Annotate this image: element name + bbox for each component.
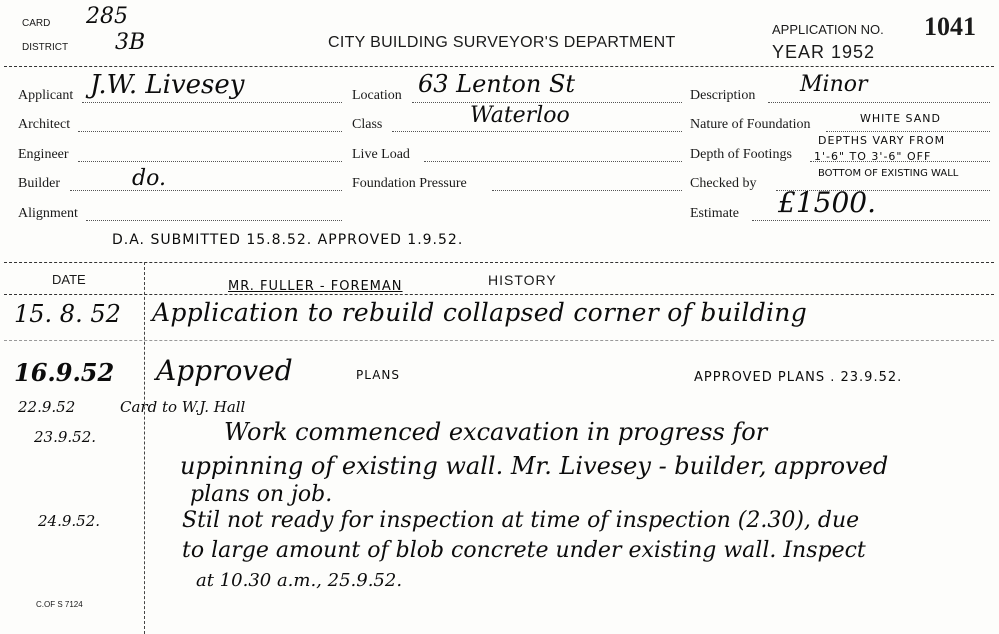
- history-entry: Card to W.J. Hall: [120, 398, 246, 416]
- date-column-rule: [144, 262, 145, 634]
- history-entry-extra: PLANS: [356, 368, 400, 382]
- engineer-label: Engineer: [18, 147, 69, 162]
- year-label: YEAR 1952: [772, 42, 876, 62]
- nature-of-foundation-label: Nature of Foundation: [690, 117, 811, 132]
- date-column-header: DATE: [52, 272, 86, 287]
- class-label: Class: [352, 117, 383, 132]
- location-label: Location: [352, 88, 402, 103]
- history-entry-line: uppinning of existing wall. Mr. Livesey - builder, approved: [180, 452, 889, 480]
- history-entry-line: at 10.30 a.m., 25.9.52.: [196, 570, 403, 591]
- applicant-label: Applicant: [18, 88, 74, 103]
- header-rule: [4, 66, 994, 67]
- history-date: 23.9.52.: [34, 428, 97, 446]
- card-number: 285: [86, 4, 128, 29]
- description-label: Description: [690, 88, 756, 103]
- footer-code: C.OF S 7124: [36, 600, 83, 609]
- history-entry-line: Stil not ready for inspection at time of inspection (2.30), due: [182, 508, 860, 533]
- alignment-label: Alignment: [18, 206, 78, 221]
- live-load-label: Live Load: [352, 147, 410, 162]
- history-entry-line: Work commenced excavation in progress for: [224, 418, 768, 446]
- builder-label: Builder: [18, 176, 60, 191]
- history-entry: Application to rebuild collapsed corner of building: [152, 298, 808, 327]
- estimate-label: Estimate: [690, 206, 739, 221]
- depth-value-line1: DEPTHS VARY FROM: [818, 134, 946, 147]
- depth-value-line2: 1'-6" TO 3'-6" OFF: [814, 150, 932, 163]
- card-label: CARD: [22, 18, 51, 29]
- district-label: DISTRICT: [22, 42, 69, 53]
- depth-value-line3: BOTTOM OF EXISTING WALL: [818, 168, 959, 179]
- application-label: APPLICATION NO.: [772, 22, 884, 37]
- history-header-rule: [4, 294, 994, 295]
- history-entry-approved-plans: APPROVED PLANS . 23.9.52.: [694, 370, 903, 385]
- history-top-rule: [4, 262, 994, 263]
- da-note: D.A. SUBMITTED 15.8.52. APPROVED 1.9.52.: [112, 232, 464, 248]
- history-date: 22.9.52: [18, 398, 76, 416]
- history-column-header: HISTORY: [488, 272, 557, 288]
- description-value: Minor: [800, 72, 868, 97]
- architect-label: Architect: [18, 117, 71, 132]
- depth-of-footings-label: Depth of Footings: [690, 147, 792, 162]
- department-title: CITY BUILDING SURVEYOR'S DEPARTMENT: [328, 34, 676, 51]
- history-date: 16.9.52: [14, 358, 115, 387]
- application-number: 1041: [924, 12, 976, 41]
- applicant-value: J.W. Livesey: [90, 70, 245, 100]
- history-date: 24.9.52.: [38, 512, 101, 530]
- nature-of-foundation-value: WHITE SAND: [860, 112, 941, 125]
- history-entry-line: plans on job.: [190, 482, 333, 507]
- location-value: 63 Lenton St: [418, 70, 576, 98]
- history-entry-line: to large amount of blob concrete under existing wall. Inspect: [182, 538, 866, 563]
- builder-value: do.: [132, 166, 166, 191]
- class-value: Waterloo: [470, 103, 570, 128]
- checked-by-label: Checked by: [690, 176, 757, 191]
- history-entry: Approved: [156, 354, 293, 387]
- foundation-pressure-label: Foundation Pressure: [352, 176, 467, 191]
- foreman-note: MR. FULLER - FOREMAN: [228, 279, 403, 294]
- history-date: 15. 8. 52: [14, 300, 121, 328]
- district-number: 3B: [115, 30, 146, 55]
- estimate-value: £1500.: [778, 186, 876, 219]
